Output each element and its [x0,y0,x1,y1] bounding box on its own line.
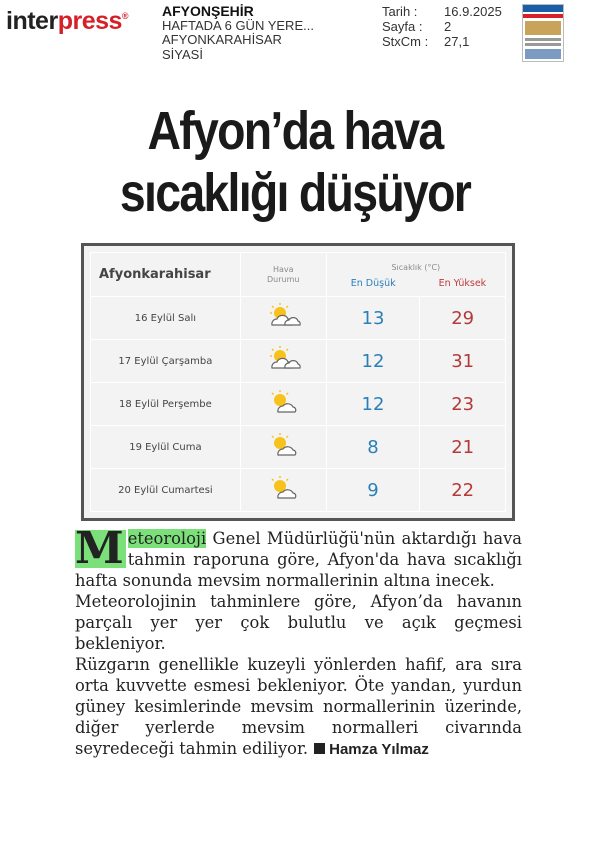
table-city: Afyonkarahisar [91,253,241,297]
partly-cloudy-icon [240,469,326,512]
forecast-low: 13 [326,297,420,340]
end-square-icon [314,743,325,754]
forecast-low: 12 [326,340,420,383]
forecast-high: 31 [420,340,506,383]
partly-cloudy-icon [240,383,326,426]
forecast-low: 9 [326,469,420,512]
temp-header: Sıcaklık (°C) [391,262,441,272]
page-value: 2 [444,19,452,34]
article-paragraph-2: Meteorolojinin tahminlere göre, Afyon’da havanın parçalı yer yer çok bulutlu ve açık geçmesi bekleniyor. [75,592,522,653]
forecast-row [91,469,506,512]
forecast-day: 20 Eylül Cumartesi [91,469,241,512]
forecast-row [91,383,506,426]
logo-mark: ® [121,11,129,21]
publication-info [162,4,372,62]
page-thumbnail[interactable] [522,4,564,62]
interpress-logo [6,7,128,36]
stxcm-label: StxCm : [382,34,429,49]
forecast-high: 22 [420,469,506,512]
logo-main: inter [6,7,58,35]
forecast-high: 23 [420,383,506,426]
forecast-row [91,297,506,340]
article-paragraph-1 [75,523,522,591]
headline-line-1: Afyon’da hava [147,101,443,161]
date-value: 16.9.2025 [444,4,502,19]
forecast-day: 16 Eylül Salı [91,297,241,340]
forecast-low: 12 [326,383,420,426]
partly-cloudy-icon [240,340,326,383]
high-header: En Yüksek [438,277,487,289]
temperature-header [326,253,505,297]
partly-cloudy-icon [240,297,326,340]
forecast-day: 17 Eylül Çarşamba [91,340,241,383]
article-p3-text: Rüzgarın genellikle kuzeyli yönlerden hafif, ara sıra orta kuvvette esmesi bekleniyor. Öte yandan, yurdun güney kesimlerinde mevsim normallerinin üzerinde, diğer yerlerde mevsim normalleri civarında seyredeceği tahmin ediliyor. [75,655,522,758]
forecast-low: 8 [326,426,420,469]
forecast-high: 21 [420,426,506,469]
logo-accent: press [57,7,122,35]
publication-name: AFYONŞEHİR [162,3,254,19]
article-paragraph-3 [75,654,522,760]
date-label: Tarih : [382,4,418,19]
low-header: En Düşük [350,277,396,289]
weather-forecast-table [81,243,515,521]
article-body [75,523,522,760]
publication-city: AFYONKARAHİSAR [162,32,282,47]
condition-header-2: Durumu [267,274,300,284]
headline [41,100,548,224]
forecast-high: 29 [420,297,506,340]
article-p1-text: Genel Müdürlüğü'nün aktardığı hava tahmin raporuna göre, Afyon'da hava sıcaklığı hafta sonunda mevsim normallerinin altına inecek. [75,529,522,590]
condition-header-1: Hava [272,264,294,274]
partly-cloudy-icon [240,426,326,469]
article-dropcap: M [75,523,124,574]
forecast-day: 19 Eylül Cuma [91,426,241,469]
publication-section: SİYASİ [162,46,203,62]
article-highlight: eteoroloji [127,529,207,548]
condition-header [240,253,326,297]
headline-line-2: sıcaklığı düşüyor [119,163,471,223]
page-label: Sayfa : [382,19,423,34]
publication-frequency: HAFTADA 6 GÜN YERE... [162,17,314,33]
article-author: Hamza Yılmaz [329,741,429,758]
forecast-day: 18 Eylül Perşembe [91,383,241,426]
forecast-row [91,426,506,469]
forecast-row [91,340,506,383]
clipping-meta [382,4,502,49]
stxcm-value: 27,1 [444,34,470,49]
